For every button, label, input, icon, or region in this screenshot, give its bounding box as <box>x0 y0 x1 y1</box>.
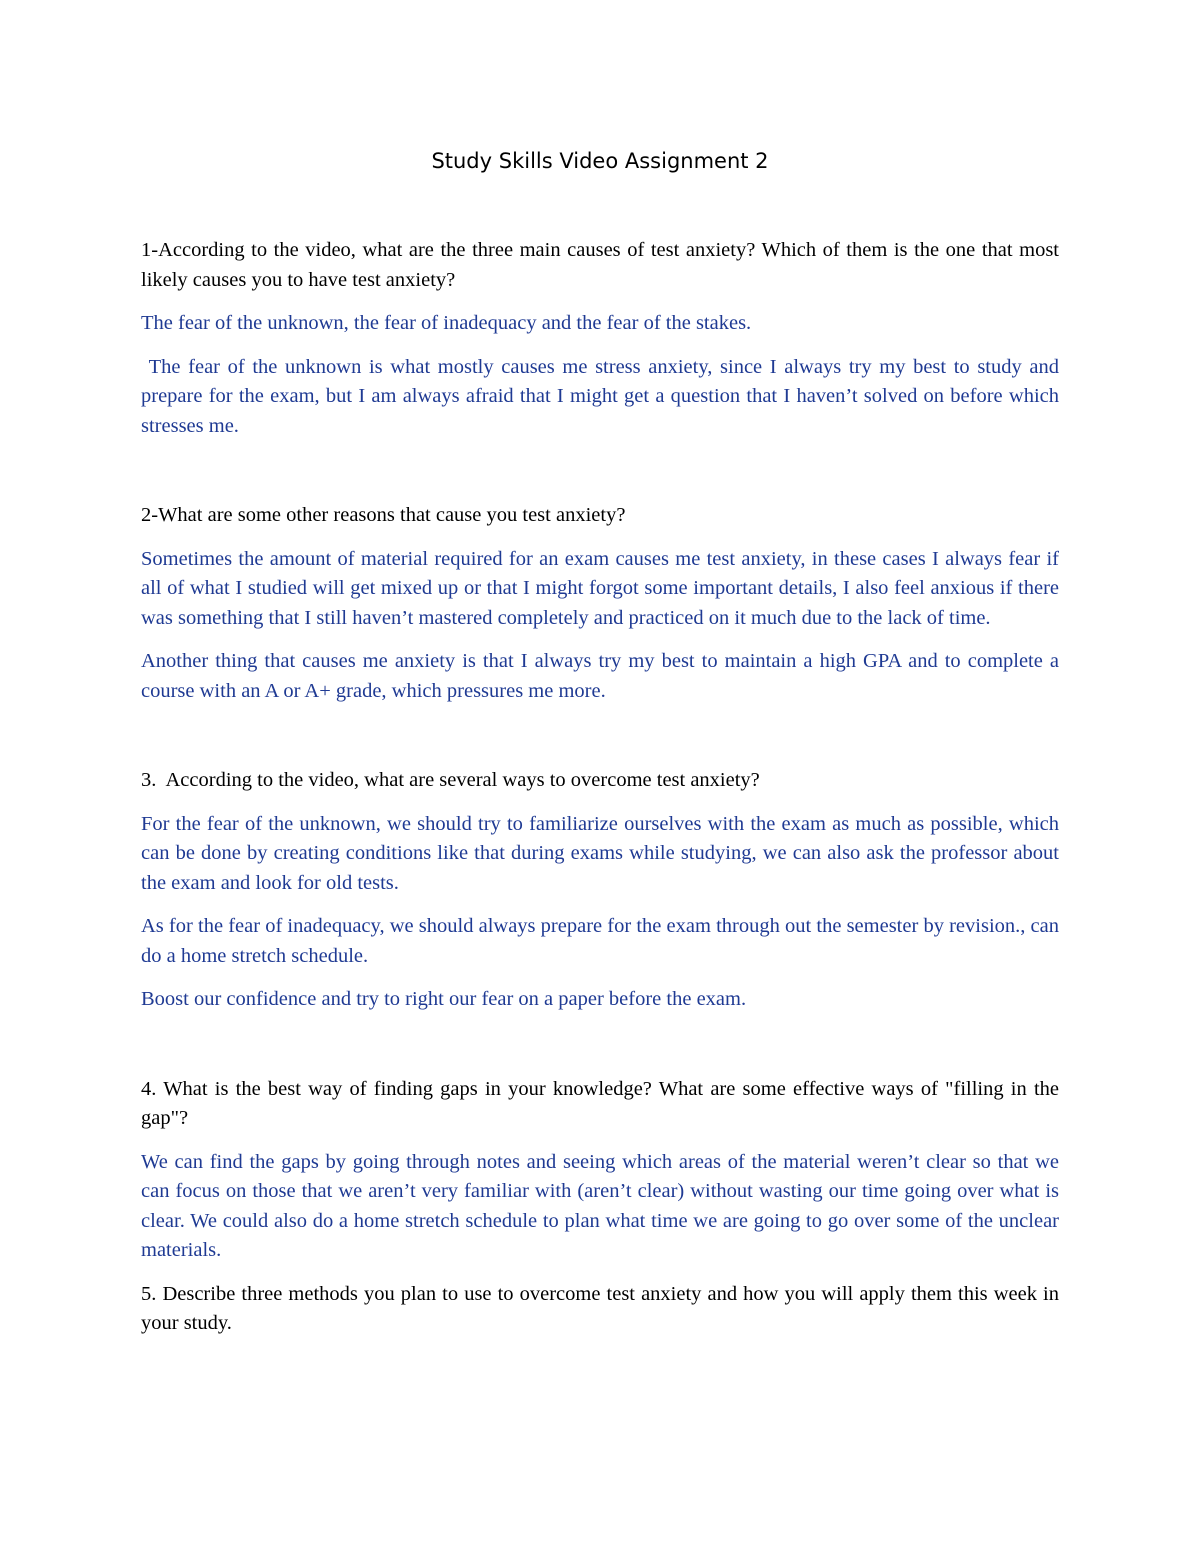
question-5: 5. Describe three methods you plan to use to overcome test anxiety and how you will apply them this week in your study. <box>141 1282 1059 1334</box>
answer-1-paragraph-1: The fear of the unknown, the fear of inadequacy and the fear of the stakes. <box>141 312 752 334</box>
question-2: 2-What are some other reasons that cause you test anxiety? <box>141 504 626 526</box>
section-spacer <box>141 455 1059 501</box>
answer-1-paragraph-2: The fear of the unknown is what mostly causes me stress anxiety, since I always try my best to study and prepare for the exam, but I am always afraid that I might get a question that I haven’t solved on before which stresses me. <box>141 355 1065 437</box>
question-3: 3. According to the video, what are several ways to overcome test anxiety? <box>141 769 760 791</box>
question-4: 4. What is the best way of finding gaps in your knowledge? What are some effective ways of "filling in the gap"? <box>141 1077 1059 1129</box>
answer-2-paragraph-2: Another thing that causes me anxiety is that I always try my best to maintain a high GPA and to complete a course with an A or A+ grade, which pressures me more. <box>141 650 1059 702</box>
document-content <box>141 148 1065 1353</box>
section-spacer <box>141 720 1059 766</box>
answer-3-paragraph-3: Boost our confidence and try to right our fear on a paper before the exam. <box>141 988 747 1010</box>
document-title: Study Skills Video Assignment 2 <box>431 149 769 173</box>
question-1: 1-According to the video, what are the three main causes of test anxiety? Which of them is the one that most likely causes you to have test anxiety? <box>141 239 1059 291</box>
answer-4-paragraph-1: We can find the gaps by going through notes and seeing which areas of the material weren’t clear so that we can focus on those that we aren’t very familiar with (aren’t clear) without wasting our time going over what is clear. We could also do a home stretch schedule to plan what time we are going to go over some of the unclear materials. <box>141 1150 1059 1261</box>
answer-3-paragraph-2: As for the fear of inadequacy, we should always prepare for the exam through out the semester by revision., can do a home stretch schedule. <box>141 915 1059 967</box>
section-spacer <box>141 1029 1059 1075</box>
answer-3-paragraph-1: For the fear of the unknown, we should try to familiarize ourselves with the exam as much as possible, which can be done by creating conditions like that during exams while studying, we can also ask the professor about the exam and look for old tests. <box>141 812 1059 894</box>
answer-2-paragraph-1: Sometimes the amount of material required for an exam causes me test anxiety, in these cases I always fear if all of what I studied will get mixed up or that I might forgot some important details, I also feel anxious if there was something that I still haven’t mastered completely and practiced on it much due to the lack of time. <box>141 547 1059 629</box>
